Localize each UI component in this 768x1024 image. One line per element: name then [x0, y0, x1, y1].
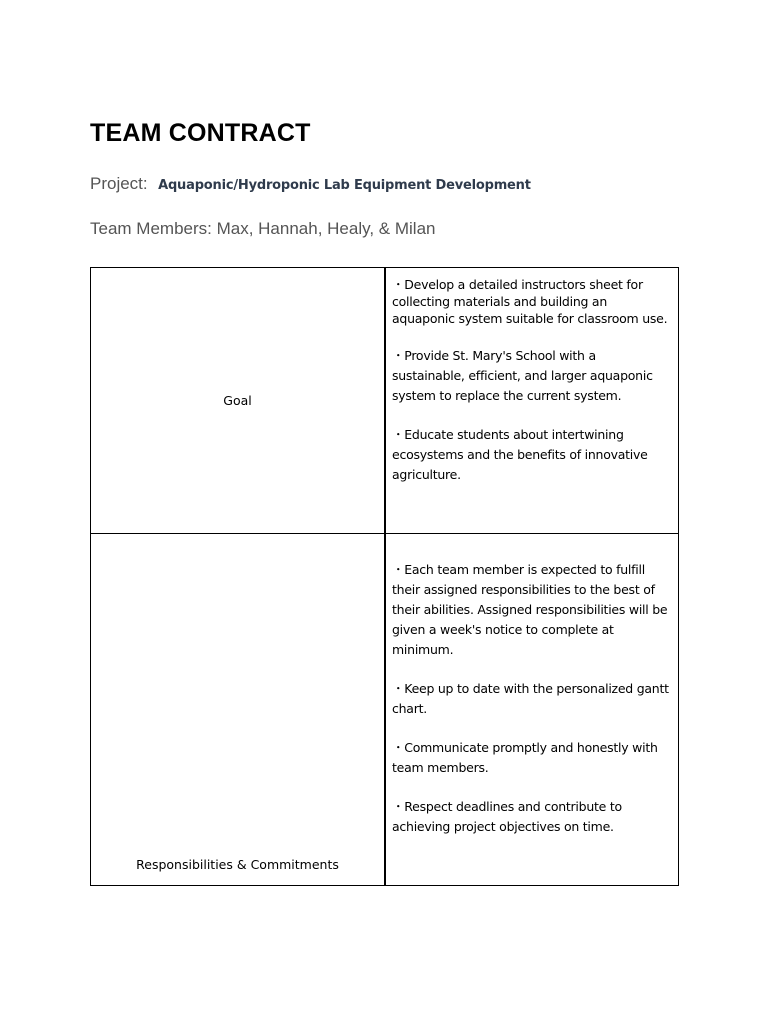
responsibilities-label: Responsibilities & Commitments [91, 534, 386, 886]
project-line [90, 174, 531, 194]
goal-item: ・Develop a detailed instructors sheet for collecting materials and building an aquaponic system suitable for classroom use. [392, 277, 668, 326]
responsibility-item: ・Keep up to date with the personalized gantt chart. [392, 681, 669, 716]
responsibility-item: ・Communicate promptly and honestly with team members. [392, 740, 658, 775]
goal-content [385, 268, 679, 534]
team-members: Team Members: Max, Hannah, Healy, & Milan [90, 219, 436, 238]
responsibilities-content [385, 534, 679, 886]
responsibility-item: ・Each team member is expected to fulfill their assigned responsibilities to the best of their abilities. Assigned responsibilities will be given a week's notice to complete at minimum. [392, 562, 668, 657]
project-name: Aquaponic/Hydroponic Lab Equipment Development [158, 178, 531, 193]
goal-item: ・Provide St. Mary's School with a sustainable, efficient, and larger aquaponic system to replace the current system. [392, 348, 653, 403]
responsibility-item: ・Respect deadlines and contribute to achieving project objectives on time. [392, 799, 622, 834]
project-label: Project: [90, 174, 148, 193]
page-title: TEAM CONTRACT [90, 119, 311, 147]
goal-label: Goal [91, 268, 386, 534]
contract-table [90, 267, 679, 886]
goal-item: ・Educate students about intertwining ecosystems and the benefits of innovative agriculture. [392, 427, 648, 482]
table-row-responsibilities [91, 534, 679, 886]
table-row-goal [91, 268, 679, 534]
